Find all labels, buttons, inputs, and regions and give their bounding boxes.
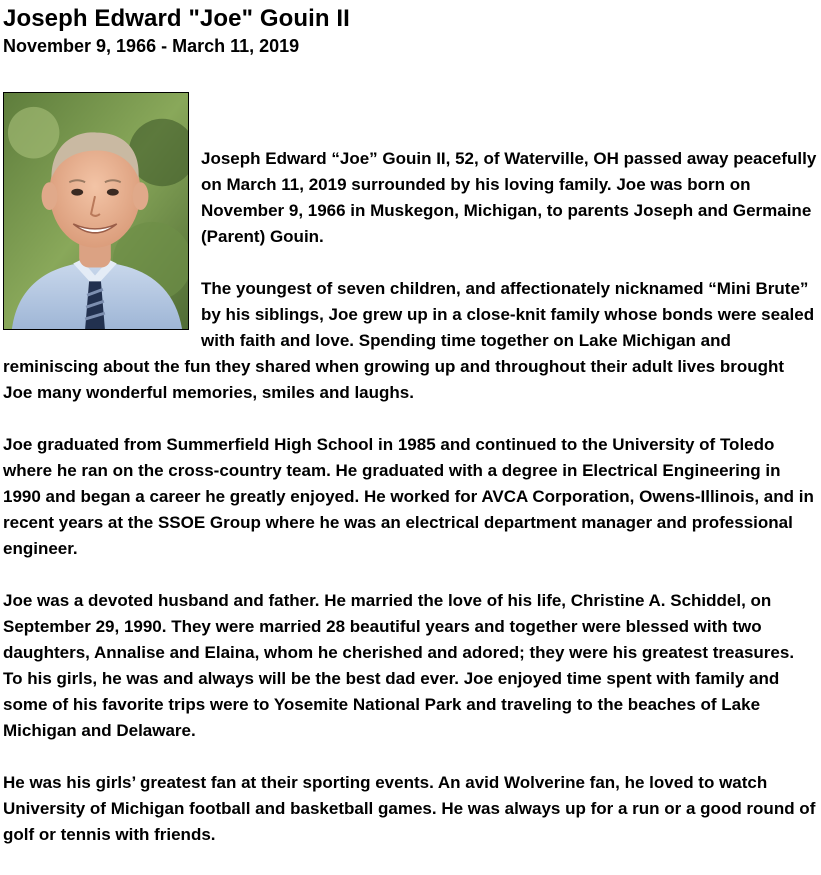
paragraph: Joseph Edward “Joe” Gouin II, 52, of Waterville, OH passed away peacefully on March 11, 2019 surrounded by his loving family. Joe was born on November 9, 1966 in Muskegon, Michigan, to parents Joseph and Germaine (Parent) Gouin. bbox=[201, 149, 817, 246]
paragraph: He was his girls’ greatest fan at their sporting events. An avid Wolverine fan, he loved to watch University of Michigan football and basketball games. He was always up for a run or a good round of golf or tennis with friends. bbox=[3, 773, 816, 844]
paragraph: Joe was a devoted husband and father. He married the love of his life, Christine A. Schiddel, on September 29, 1990. They were married 28 beautiful years and together were blessed with two daughters, Annalise and Elaina, whom he cherished and adored; they were his greatest treasures. To his girls, he was and always will be the best dad ever. Joe enjoyed time spent with family and some of his favorite trips were to Yosemite National Park and traveling to the beaches of Lake Michigan and Delaware. bbox=[3, 591, 795, 740]
obituary-page bbox=[3, 4, 818, 874]
paragraph: Joe graduated from Summerfield High School in 1985 and continued to the University of Toledo where he ran on the cross-country team. He graduated with a degree in Electrical Engineering in 1990 and began a career he greatly enjoyed. He worked for AVCA Corporation, Owens-Illinois, and in recent years at the SSOE Group where he was an electrical department manager and professional engineer. bbox=[3, 435, 814, 558]
page-title: Joseph Edward "Joe" Gouin II bbox=[3, 5, 350, 32]
life-dates: November 9, 1966 - March 11, 2019 bbox=[3, 36, 300, 56]
portrait-photo-icon bbox=[3, 92, 189, 330]
paragraph: The youngest of seven children, and affectionately nicknamed “Mini Brute” by his siblings, Joe grew up in a close-knit family whose bonds were sealed with faith and love. Spending time together on Lake Michigan and reminiscing about the fun they shared when growing up and throughout their adult lives brought Joe many wonderful memories, smiles and laughs. bbox=[3, 279, 815, 402]
